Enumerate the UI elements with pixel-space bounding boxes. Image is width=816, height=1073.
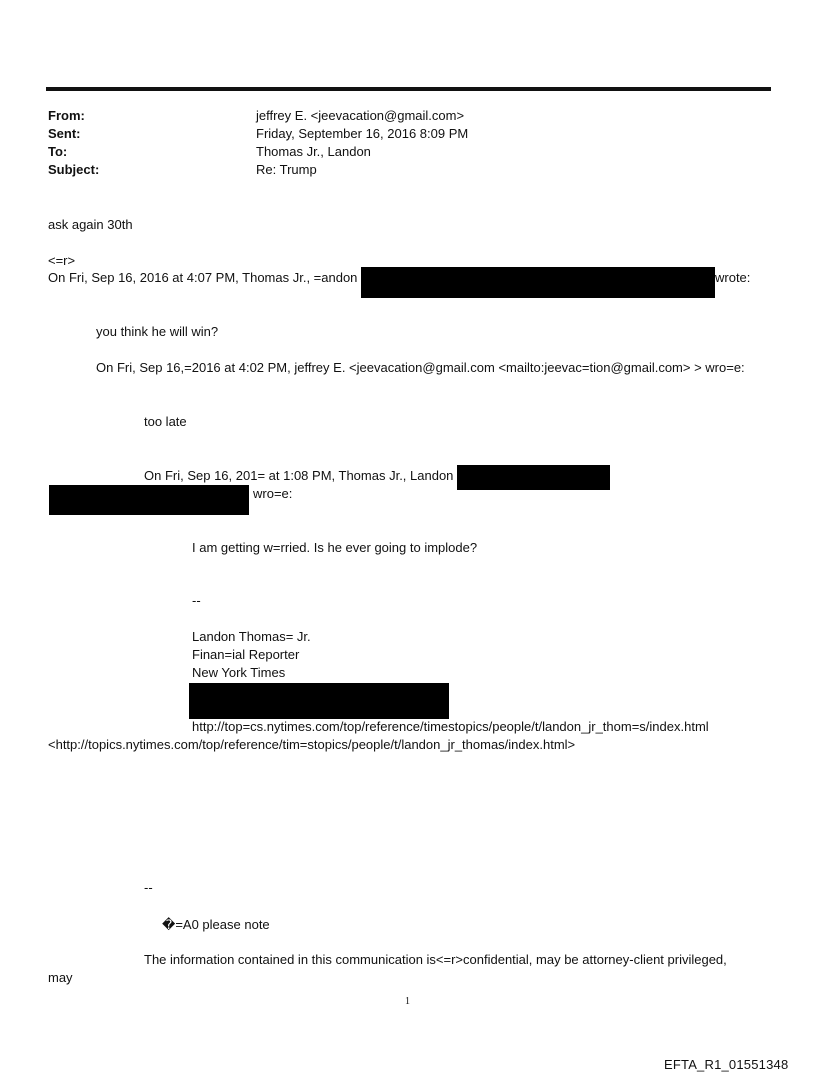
signature-name: Landon Thomas= Jr. [192,629,311,644]
reply-text: ask again 30th [48,217,133,232]
sent-value: Friday, September 16, 2016 8:09 PM [256,126,469,141]
signature-url: http://top=cs.nytimes.com/top/reference/timestopics/people/t/landon_jr_thom=s/index.html [192,719,709,734]
to-value: Thomas Jr., Landon [256,144,371,159]
from-value: jeffrey E. <jeevacation@gmail.com> [256,108,465,123]
sent-label: Sent: [48,126,81,141]
signature-title: Finan=ial Reporter [192,647,300,662]
redaction-block [457,465,610,490]
quote1-intro: On Fri, Sep 16, 2016 at 4:07 PM, Thomas Jr., =andon [48,270,358,285]
confidentiality-notice: The information contained in this communication is<=r>confidential, may be attorney-client privileged, [144,952,727,967]
redaction-block [49,485,249,515]
signature-org: New York Times [192,665,286,680]
to-label: To: [48,144,68,159]
page-number: 1 [405,996,410,1007]
quote2-intro: On Fri, Sep 16,=2016 at 4:02 PM, jeffrey E. <jeevacation@gmail.com <mailto:jeevac=tion@gmail.com> > wro=e: [96,360,745,375]
quote3-text: I am getting w=rried. Is he ever going to implode? [192,540,478,555]
quote3-intro-wrote: wro=e: [253,486,293,501]
redaction-block [361,267,715,298]
redaction-block [189,683,449,719]
subject-value: Re: Trump [256,162,317,177]
quote2-text: too late [144,414,187,429]
cr-marker: <=r> [48,253,76,268]
quote3-intro: On Fri, Sep 16, 201= at 1:08 PM, Thomas Jr., Landon [144,468,454,483]
confidentiality-notice-continued: may [48,970,73,985]
quote1-text: you think he will win? [96,324,219,339]
signature-url-continued: <http://topics.nytimes.com/top/reference/tim=stopics/people/t/landon_jr_thomas/index.html> [48,737,576,752]
header-rule [46,87,771,91]
signature-separator: -- [192,593,201,608]
from-label: From: [48,108,85,123]
document-id: EFTA_R1_01551348 [664,1057,789,1072]
please-note: �=A0 please note [162,917,270,932]
separator-dash: -- [144,880,153,895]
quote1-intro-wrote: wrote: [715,270,751,285]
subject-label: Subject: [48,162,100,177]
